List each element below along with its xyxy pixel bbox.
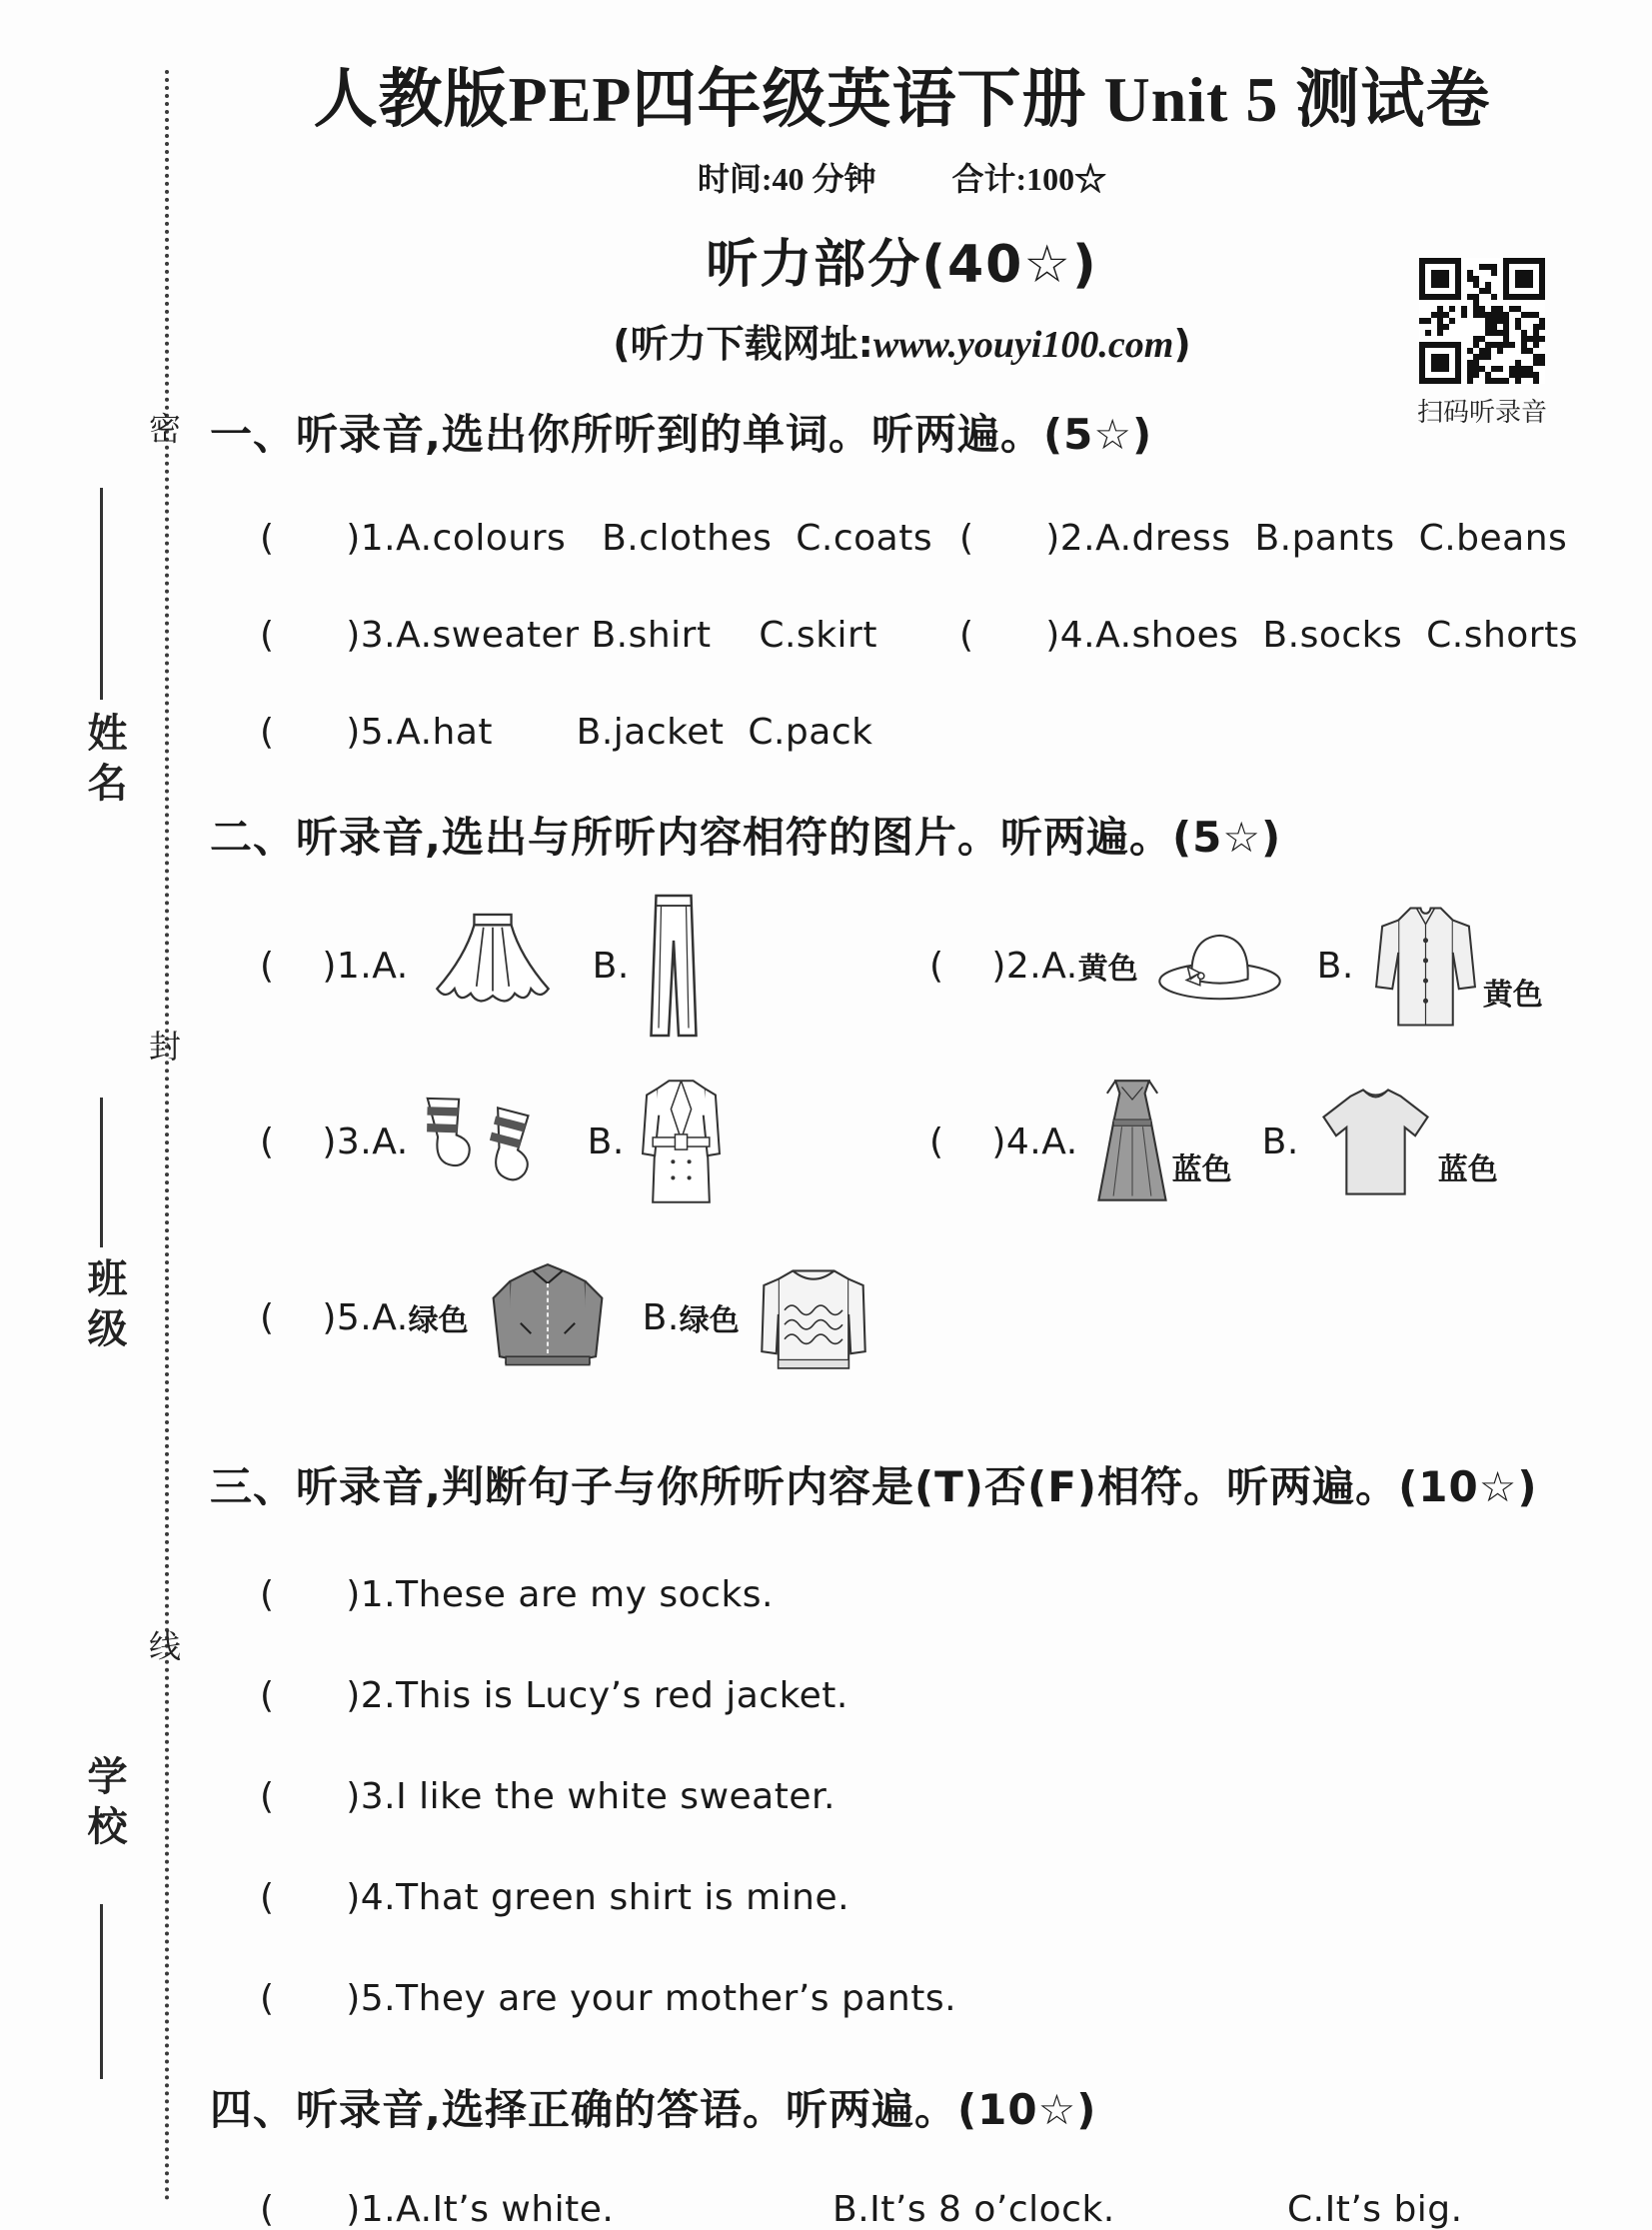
section2-row1 — [210, 891, 1594, 1041]
s2-q2-a-color-label: 黄色 — [1077, 952, 1138, 987]
s2-q5-a-color-label: 绿色 — [408, 1303, 469, 1338]
binding-dotted-line — [165, 70, 169, 2202]
s1-question4: ( )4.A.shoes B.socks C.shorts — [959, 615, 1578, 656]
s2-question2 — [929, 900, 1543, 1032]
s2-q2-option-b: B. — [1316, 945, 1354, 987]
section1-row2 — [210, 615, 1594, 656]
meta-time: 时间:40 分钟 — [697, 161, 876, 197]
s3-sentence4: ( )4.That green shirt is mine. — [260, 1877, 850, 1918]
qr-caption: 扫码听录音 — [1416, 398, 1547, 428]
section2-heading: 二、听录音,选出与所听内容相符的图片。听两遍。(5☆) — [210, 813, 1282, 862]
seal-char-bottom: 线 — [144, 1629, 182, 1665]
tshirt-image — [1313, 1084, 1438, 1200]
jacket-image — [483, 1260, 613, 1375]
s2-q2-b-color-label: 黄色 — [1482, 978, 1543, 1013]
download-note — [210, 313, 1594, 368]
section4-heading: 四、听录音,选择正确的答语。听两遍。(10☆) — [210, 2085, 1097, 2134]
s2-question3 — [260, 1075, 929, 1208]
school-field-label: 学校 — [81, 1755, 127, 1855]
shirt-image — [1368, 900, 1483, 1032]
hat-image — [1152, 919, 1287, 1013]
s2-q1-option-b: B. — [592, 945, 630, 987]
class-blank-line — [100, 1098, 103, 1247]
section3-heading: 三、听录音,判断句子与你所听内容是(T)否(F)相符。听两遍。(10☆) — [210, 1462, 1538, 1511]
sweater-image — [754, 1260, 873, 1374]
download-url: www.youyi100.com — [872, 324, 1174, 366]
s1-question2: ( )2.A.dress B.pants C.beans — [959, 518, 1568, 559]
school-blank-line — [100, 1904, 103, 2079]
class-field-label: 班级 — [81, 1257, 127, 1357]
page-title: 人教版PEP四年级英语下册 Unit 5 测试卷 — [313, 64, 1491, 135]
socks-image — [423, 1090, 558, 1193]
paper-content — [210, 48, 1594, 2230]
s3-sentence2: ( )2.This is Lucy’s red jacket. — [260, 1675, 848, 1716]
s3-sentence3: ( )3.I like the white sweater. — [260, 1776, 835, 1817]
s3-sentence5: ( )5.They are your mother’s pants. — [260, 1978, 957, 2019]
section2-row3 — [210, 1242, 1594, 1392]
listening-part-title: 听力部分(40☆) — [706, 235, 1098, 295]
s3-sentence1: ( )1.These are my socks. — [260, 1574, 774, 1615]
s2-question4 — [929, 1077, 1498, 1206]
skirt-image — [423, 908, 563, 1024]
dress-image — [1092, 1077, 1172, 1206]
s2-q5-prefix: ( )5.A. — [260, 1296, 409, 1338]
section1-heading: 一、听录音,选出你所听到的单词。听两遍。(5☆) — [210, 410, 1153, 459]
meta-total: 合计:100☆ — [951, 161, 1107, 197]
s1-question3: ( )3.A.sweater B.shirt C.skirt — [260, 615, 877, 656]
section4-row1 — [210, 2189, 1594, 2230]
s2-q3-prefix: ( )3.A. — [260, 1120, 409, 1162]
seal-char-top: 密 — [144, 412, 182, 448]
s2-q1-prefix: ( )1.A. — [260, 945, 409, 987]
s4-q1-option-b: B.It’s 8 o’clock. — [832, 2189, 1115, 2230]
seal-char-middle: 封 — [144, 1030, 182, 1066]
section1-row1 — [210, 518, 1594, 559]
section2-row2 — [210, 1067, 1594, 1216]
s2-q5-option-b: B. — [642, 1296, 680, 1338]
download-note-prefix: (听力下载网址: — [613, 322, 873, 366]
s1-question5: ( )5.A.hat B.jacket C.pack — [260, 712, 873, 753]
s2-q4-a-color-label: 蓝色 — [1171, 1152, 1232, 1187]
s2-q4-prefix: ( )4.A. — [929, 1120, 1078, 1162]
pants-image — [644, 891, 704, 1041]
s2-q5-b-color-label: 绿色 — [679, 1303, 740, 1338]
s1-question1: ( )1.A.colours B.clothes C.coats — [260, 518, 933, 559]
s2-q4-option-b: B. — [1261, 1120, 1299, 1162]
meta-line — [210, 154, 1594, 200]
s2-q4-b-color-label: 蓝色 — [1437, 1152, 1498, 1187]
download-note-suffix: ) — [1173, 322, 1191, 366]
section1-row3 — [210, 712, 1594, 753]
s2-question1 — [260, 891, 929, 1041]
name-blank-line — [100, 488, 103, 700]
s2-q3-option-b: B. — [587, 1120, 625, 1162]
s2-q2-prefix: ( )2.A. — [929, 945, 1078, 987]
coat-image — [639, 1075, 724, 1208]
name-field-label: 姓名 — [81, 712, 127, 812]
s2-question5 — [260, 1260, 873, 1375]
s4-q1-option-a: ( )1.A.It’s white. — [260, 2189, 615, 2230]
s4-q1-option-c: C.It’s big. — [1287, 2189, 1463, 2230]
